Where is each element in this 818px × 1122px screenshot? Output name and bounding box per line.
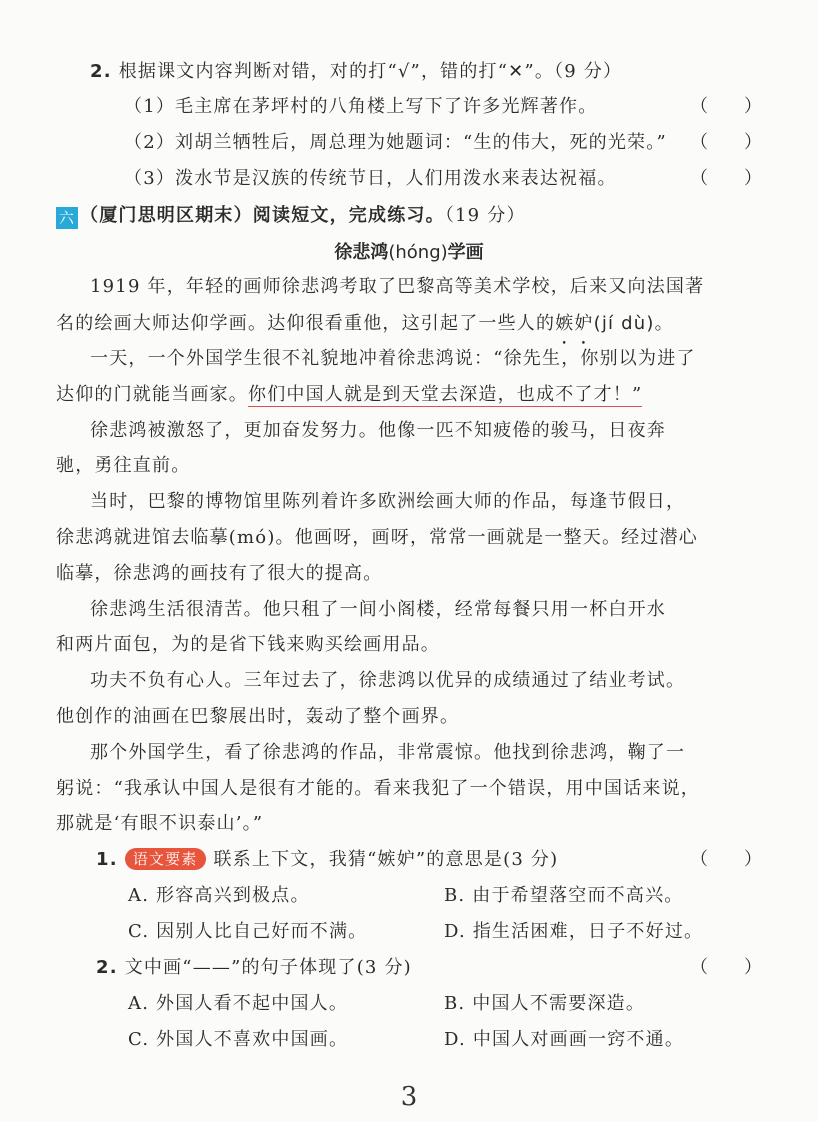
question-2-option-a[interactable]: A. 外国人看不起中国人。	[128, 993, 349, 1014]
passage-p7-line3: 那就是‘有眼不识泰山’。”	[56, 813, 264, 834]
passage-title-main: 徐悲鸿	[334, 242, 389, 263]
question-2-answer[interactable]: （ ）	[690, 957, 762, 978]
question-2-option-d[interactable]: D. 中国人对画画一窍不通。	[444, 1029, 685, 1050]
dotted-char-ji: 嫉	[555, 313, 575, 334]
passage-p6-line2: 他创作的油画在巴黎展出时，轰动了整个画界。	[56, 706, 460, 727]
q2-item-3: （3）泼水节是汉族的传统节日，人们用泼水来表达祝福。	[124, 168, 617, 189]
q2-prompt-text: 根据课文内容判断对错，对的打“√”，错的打“✕”。（9 分）	[118, 61, 623, 82]
q2-prompt	[90, 59, 622, 85]
passage-p1-line2	[56, 311, 674, 337]
passage-p7-line1: 那个外国学生，看了徐悲鸿的作品，非常震惊。他找到徐悲鸿，鞠了一	[90, 742, 686, 763]
passage-p4-line3: 临摹，徐悲鸿的画技有了很大的提高。	[56, 563, 383, 584]
q2-item-3-answer[interactable]: （ ）	[690, 168, 762, 189]
passage-p6-line1: 功夫不负有心人。三年过去了，徐悲鸿以优异的成绩通过了结业考试。	[90, 670, 686, 691]
passage-p2-line2	[56, 382, 642, 408]
passage-p1-line1: 1919 年，年轻的画师徐悲鸿考取了巴黎高等美术学校，后来又向法国著	[90, 276, 705, 297]
passage-p3-line1: 徐悲鸿被激怒了，更加奋发努力。他像一匹不知疲倦的骏马，日夜奔	[90, 420, 666, 441]
question-1-option-d[interactable]: D. 指生活困难，日子不好过。	[444, 921, 704, 942]
underlined-sentence: 你们中国人就是到天堂去深造，也成不了才！”	[248, 384, 643, 405]
q2-item-2: （2）刘胡兰牺牲后，周总理为她题词：“生的伟大，死的光荣。”	[124, 132, 667, 153]
passage-p7-line2: 躬说：“我承认中国人是很有才能的。看来我犯了一个错误，用中国话来说，	[56, 778, 700, 799]
question-1-option-a[interactable]: A. 形容高兴到极点。	[128, 885, 310, 906]
passage-p2-line1: 一天，一个外国学生很不礼貌地冲着徐悲鸿说：“徐先生，你别以为进了	[90, 348, 696, 369]
section-6-header	[56, 203, 526, 229]
question-1-number: 1.	[96, 849, 118, 870]
question-1-answer[interactable]: （ ）	[690, 849, 762, 870]
question-2-option-c[interactable]: C. 外国人不喜欢中国画。	[128, 1029, 349, 1050]
q2-item-1-answer[interactable]: （ ）	[690, 96, 762, 117]
passage-p4-line1: 当时，巴黎的博物馆里陈列着许多欧洲绘画大师的作品，每逢节假日，	[90, 491, 686, 512]
q2-item-1: （1）毛主席在茅坪村的八角楼上写下了许多光辉著作。	[124, 96, 598, 117]
q2-item-2-answer[interactable]: （ ）	[690, 132, 762, 153]
question-2-number: 2.	[96, 957, 118, 978]
question-1-tag: 语文要素	[125, 848, 206, 870]
passage-p3-line2: 驰，勇往直前。	[56, 455, 191, 476]
question-1	[96, 847, 558, 873]
question-1-option-b[interactable]: B. 由于希望落空而不高兴。	[444, 885, 684, 906]
question-1-option-c[interactable]: C. 因别人比自己好而不满。	[128, 921, 368, 942]
passage-title-pinyin: (hóng)	[388, 242, 448, 263]
q2-number: 2.	[90, 61, 112, 82]
pinyin-jidu: (jí dù)。	[593, 313, 674, 334]
question-1-text: 联系上下文，我猜“嫉妒”的意思是(3 分)	[213, 849, 559, 870]
question-2-text: 文中画“——”的句子体现了(3 分)	[124, 957, 412, 978]
passage-p1-line2-text: 名的绘画大师达仰学画。达仰很看重他，这引起了一些人的	[56, 313, 556, 334]
question-2	[96, 955, 412, 981]
passage-p5-line1: 徐悲鸿生活很清苦。他只租了一间小阁楼，经常每餐只用一杯白开水	[90, 599, 666, 620]
passage-title	[0, 240, 818, 266]
passage-title-end: 学画	[447, 242, 484, 263]
page-number: 3	[400, 1082, 418, 1112]
section-6-title: （厦门思明区期末）阅读短文，完成练习。	[80, 205, 445, 226]
passage-p2-line2-text: 达仰的门就能当画家。	[56, 384, 248, 405]
dotted-char-du: 妒	[574, 313, 594, 334]
section-6-badge: 六	[56, 207, 78, 229]
passage-p4-line2: 徐悲鸿就进馆去临摹(mó)。他画呀，画呀，常常一画就是一整天。经过潜心	[56, 527, 698, 548]
section-6-score: （19 分）	[444, 205, 526, 226]
passage-p5-line2: 和两片面包，为的是省下钱来购买绘画用品。	[56, 634, 440, 655]
question-2-option-b[interactable]: B. 中国人不需要深造。	[444, 993, 646, 1014]
